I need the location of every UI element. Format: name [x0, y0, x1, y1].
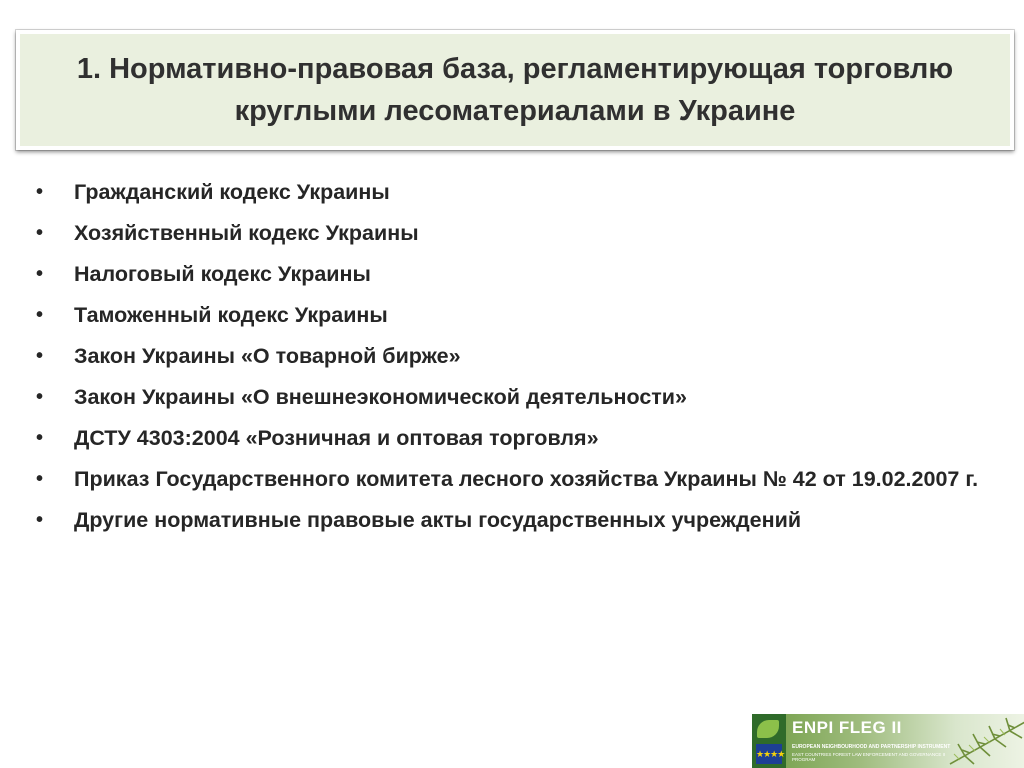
list-item-text: Таможенный кодекс Украины	[74, 303, 388, 327]
list-item	[30, 504, 980, 537]
list-item-text: ДСТУ 4303:2004 «Розничная и оптовая торговля»	[74, 426, 599, 450]
list-item	[30, 340, 980, 373]
list-item	[30, 217, 980, 250]
leaf-icon	[757, 720, 779, 738]
eu-flag-icon: ★★★★	[756, 744, 782, 764]
bullet-icon: •	[36, 263, 44, 285]
footer-logo	[752, 714, 786, 768]
list-item-text: Хозяйственный кодекс Украины	[74, 221, 419, 245]
list-item	[30, 381, 980, 414]
footer-subtitle: EUROPEAN NEIGHBOURHOOD AND PARTNERSHIP INSTRUMENT	[792, 744, 951, 750]
list-item	[30, 299, 980, 332]
bullet-icon: •	[36, 222, 44, 244]
list-item-text: Гражданский кодекс Украины	[74, 180, 390, 204]
footer-program: EAST COUNTRIES FOREST LAW ENFORCEMENT AND GOVERNANCE II PROGRAM	[792, 752, 946, 762]
title-box	[16, 30, 1014, 150]
list-item-text: Закон Украины «О внешнеэкономической деятельности»	[74, 385, 687, 409]
list-item-text: Налоговый кодекс Украины	[74, 262, 371, 286]
bullet-icon: •	[36, 345, 44, 367]
list-item	[30, 176, 980, 209]
bullet-icon: •	[36, 181, 44, 203]
bullet-icon: •	[36, 468, 44, 490]
bullet-list	[30, 176, 980, 545]
list-item	[30, 463, 980, 496]
list-item-text: Другие нормативные правовые акты государственных учреждений	[74, 508, 802, 532]
list-item-text: Приказ Государственного комитета лесного хозяйства Украины № 42 от 19.02.2007 г.	[74, 467, 979, 491]
bullet-icon: •	[36, 304, 44, 326]
footer-banner	[752, 714, 1024, 768]
list-item	[30, 258, 980, 291]
slide-title: 1. Нормативно-правовая база, регламентирующая торговлю круглыми лесоматериалами в Украине	[76, 53, 954, 127]
pine-branch-icon	[940, 714, 1024, 768]
footer-title: ENPI FLEG II	[792, 718, 902, 737]
list-item-text: Закон Украины «О товарной бирже»	[74, 344, 461, 368]
bullet-icon: •	[36, 427, 44, 449]
bullet-icon: •	[36, 386, 44, 408]
list-item	[30, 422, 980, 455]
bullet-icon: •	[36, 509, 44, 531]
